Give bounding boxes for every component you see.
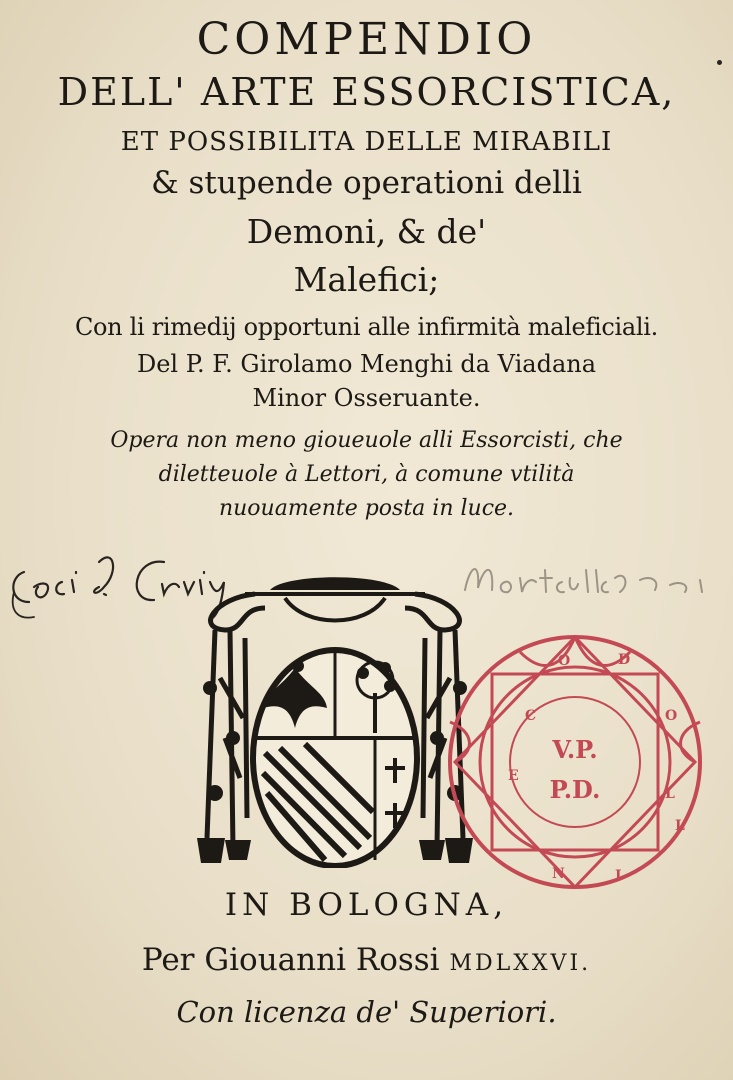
handwritten-inscription-right bbox=[450, 540, 733, 610]
imprint-printer: Per Giouanni Rossi bbox=[141, 942, 440, 978]
title-line-1: COMPENDIO bbox=[196, 14, 537, 65]
tagline-3: nuouamente posta in luce. bbox=[218, 496, 515, 521]
stamp-ring-letter: I bbox=[615, 868, 622, 884]
ink-speck bbox=[717, 60, 722, 65]
author-order-line: Minor Osseruante. bbox=[252, 384, 481, 412]
imprint-place: IN BOLOGNA, bbox=[224, 887, 509, 923]
stamp-ring-letter: O bbox=[558, 653, 571, 669]
stamp-ring-letter: L bbox=[665, 786, 675, 802]
author-line: Del P. F. Girolamo Menghi da Viadana bbox=[136, 350, 597, 378]
title-line-4: & stupende operationi delli bbox=[151, 165, 582, 201]
title-line-5: Demoni, & de' bbox=[246, 212, 487, 251]
imprint-year: MDLXXVI. bbox=[449, 951, 592, 976]
title-line-3: ET POSSIBILITA DELLE MIRABILI bbox=[120, 127, 613, 157]
stamp-ring-letter: L bbox=[675, 818, 685, 834]
tagline-2: diletteuole à Lettori, à comune vtilità bbox=[158, 462, 575, 487]
stamp-ring-letter: N bbox=[552, 866, 565, 882]
stamp-ring-letter: D bbox=[618, 652, 631, 668]
stamp-center-line-2: P.D. bbox=[549, 775, 601, 804]
subtitle-line-1: Con li rimedij opportuni alle infirmità maleficiali. bbox=[74, 313, 659, 341]
stamp-ring-letter: C bbox=[525, 708, 537, 724]
title-line-6: Malefici; bbox=[293, 260, 440, 299]
stamp-center-line-1: V.P. bbox=[552, 735, 598, 764]
tagline-1: Opera non meno gioueuole alli Essorcisti, che bbox=[110, 428, 623, 453]
stamp-ring-letter: O bbox=[665, 708, 678, 724]
title-line-2: DELL' ARTE ESSORCISTICA, bbox=[57, 70, 676, 114]
imprint-printer-line bbox=[0, 942, 733, 978]
imprint-license: Con licenza de' Superiori. bbox=[176, 995, 557, 1029]
stamp-ring-letter: E bbox=[508, 768, 519, 784]
